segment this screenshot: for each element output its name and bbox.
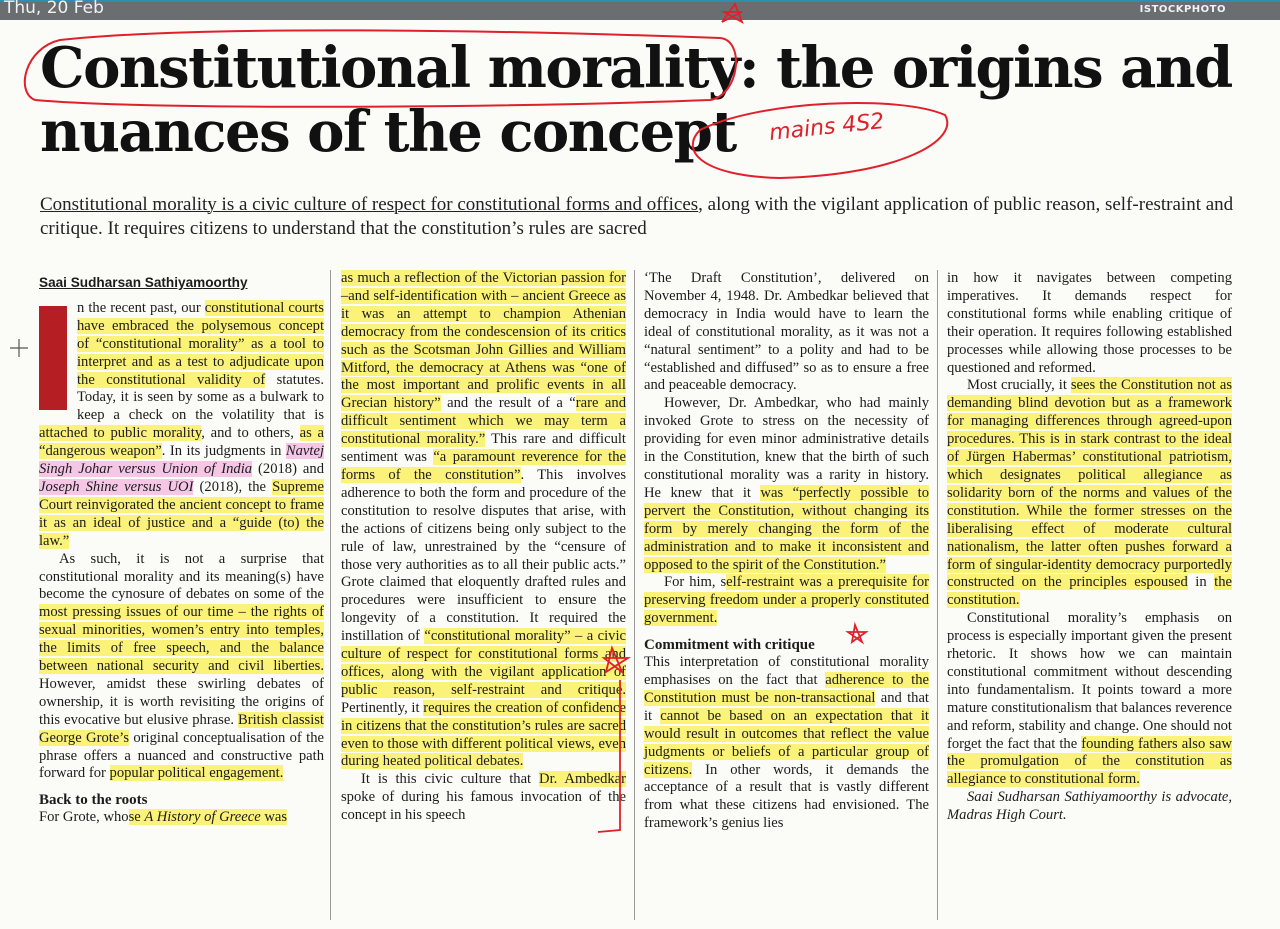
headline: Constitutional morality: the origins and nuances of the concept <box>40 35 1232 165</box>
highlighted-text: “constitutional morality” – a civic culture of respect for constitutional forms and offices, along with the vigilant application of public reason, self-restraint and critique. <box>341 628 627 698</box>
paragraph <box>39 809 324 827</box>
standfirst-underlined: Constitutional morality is a civic culture of respect for constitutional forms and offices <box>40 194 699 215</box>
paragraph <box>341 270 626 771</box>
highlighted-text: the constitution. <box>947 574 1232 609</box>
paragraph <box>39 551 324 784</box>
col4-body <box>947 270 1232 789</box>
body-text: n the recent past, our <box>77 299 205 316</box>
column-1 <box>39 270 324 827</box>
plus-mark-icon <box>10 339 28 357</box>
photo-credit: ISTOCKPHOTO <box>1139 4 1226 15</box>
paragraph <box>947 610 1232 789</box>
paragraph <box>947 270 1232 377</box>
body-text: It is this civic culture that <box>361 771 540 788</box>
body-text: and the result of a “ <box>440 395 576 412</box>
paragraph <box>644 270 929 395</box>
highlighted-text: sees the Constitution not as demanding blind devotion but as a framework for managing differences through agreed-upon procedures. This is in stark contrast to the ideal of Jürgen Habermas’ constitutional patriotism, which designates political allegiance as solidarity born of the norms and values of the constitution. While the former stresses on the liberalising effect of moderate cultural nationalism, the latter often pushes forward a form of singular-identity democracy purportedly constructed on the principles espoused <box>947 377 1232 591</box>
drop-cap-i <box>39 306 67 410</box>
highlighted-text: most pressing issues of our time – the rights of sexual minorities, women’s entry into temples, the limits of free speech, and the balance between national security and civil liberties. <box>39 604 324 675</box>
column-2 <box>341 270 626 825</box>
column-rule <box>330 270 331 920</box>
body-text: Constitutional morality’s emphasis on process is especially important given the present rhetoric. It shows how we can maintain constitutional commitment without descending into fundamentalism. It points toward a more mature constitutionalism that balances reverence and reform, stability and change. One should not forget the fact that the <box>947 610 1232 752</box>
col3-body <box>644 270 929 628</box>
date-label: Thu, 20 Feb <box>4 0 104 18</box>
body-text: (2018) and <box>252 461 324 478</box>
body-text: statutes. Today, it is seen by some as a bulwark to keep a check on the volatility that is <box>77 371 324 424</box>
body-text: However, Dr. Ambedkar, who had mainly invoked Grote to stress on the necessity of providing for even minor administrative details in the Constitution, knew that the birth of such constitutional morality was a rarity in history. He knew that it <box>644 395 929 501</box>
pink-highlighted-text: Navtej Singh Johar versus Union of India <box>39 443 325 478</box>
section-heading-commitment: Commitment with critique <box>644 637 815 654</box>
body-text: This rare and difficult sentiment was <box>341 431 626 466</box>
body-text: As such, it is not a surprise that constitutional morality and its meaning(s) have become the cynosure of debates on some of the <box>39 550 324 603</box>
paragraph <box>39 300 324 551</box>
col3-body-b <box>644 654 929 833</box>
col1-body <box>39 300 324 783</box>
author-note: Saai Sudharsan Sathiyamoorthy is advocate, Madras High Court. <box>947 789 1232 824</box>
highlighted-text: cannot be based on an expectation that it would result in outcomes that reflect the value judgments or beliefs of a particular group of citizens. <box>644 707 929 778</box>
body-text: (2018), the <box>193 478 273 495</box>
paragraph <box>644 654 929 833</box>
highlighted-text: rare and difficult sentiment which we may term a constitutional morality.” <box>341 395 626 448</box>
highlighted-text: was <box>260 809 288 826</box>
col2-body <box>341 270 626 825</box>
body-text: For him, s <box>664 574 727 591</box>
body-text: Pertinently, it <box>341 699 424 716</box>
body-text: original conceptualisation of the phrase offers a nuanced and constructive path forward for <box>39 729 324 782</box>
highlighted-text: constitutional courts have embraced the polysemous concept of “constitutional morality” as a tool to interpret and as a test to adjudicate upon the constitutional validity of <box>77 299 324 388</box>
column-3 <box>644 270 929 833</box>
body-text: In other words, it demands the acceptance of a result that is vastly different from what these citizens had envisioned. The framework’s genius lies <box>644 761 929 832</box>
standfirst-rest: , along with the vigilant application of public reason, self-restraint and critique. It requires citizens to understand that the constitution’s rules are sacred <box>40 194 1234 239</box>
paragraph <box>341 771 626 825</box>
highlighted-text: requires the creation of confidence in citizens that the constitution’s rules are sacred even to those with different political views, even during heated political debates. <box>341 699 626 770</box>
body-text: Most crucially, it <box>967 377 1071 394</box>
highlighted-text: A History of Greece <box>144 809 261 826</box>
highlighted-text: se <box>128 809 145 826</box>
pink-highlighted-text: Joseph Shine versus UOI <box>39 478 194 495</box>
body-text: spoke of during his famous invocation of the concept in his speech <box>341 789 626 824</box>
paragraph <box>644 395 929 574</box>
highlighted-text: elf-restraint was a prerequisite for preserving freedom under a properly constituted government. <box>644 574 929 627</box>
highlighted-text: as a “dangerous weapon” <box>39 425 324 460</box>
highlighted-text: Dr. Ambedkar <box>539 771 627 788</box>
handwritten-note: mains 4S2 <box>768 109 886 146</box>
byline: Saai Sudharsan Sathiyamoorthy <box>39 275 248 290</box>
highlighted-text: “a paramount reverence for the forms of the constitution” <box>341 449 626 483</box>
highlighted-text: as much a reflection of the Victorian passion for –and self-identification with – ancient Greece as it was an attempt to champion Athenian democracy from the condescension of its critics such as the Scotsman John Gillies and William Mitford, the democracy at Athens was “one of the most important and prolific events in all Grecian history” <box>341 270 626 412</box>
section-heading-roots: Back to the roots <box>39 792 148 809</box>
body-text: in <box>1187 574 1215 591</box>
highlighted-text: adherence to the Constitution must be non-transactional <box>644 672 929 706</box>
paragraph <box>947 377 1232 610</box>
body-text: This interpretation of constitutional morality emphasises on the fact that <box>644 654 929 689</box>
body-text: . This involves adherence to both the form and procedure of the constitution to resolve disputes that arise, with the actions of citizens being only subject to the rule of law, unrestrained by the “censure of those very authorities as to all their public acts.” Grote claimed that eloquently drafted rules and procedures were insufficient to ensure the longevity of a constitution. It required the instillation of <box>341 466 626 645</box>
highlighted-text: founding fathers also saw the promulgation of the constitution as allegiance to constitutional form. <box>947 735 1233 788</box>
highlighted-text: British classist George Grote’s <box>39 711 324 746</box>
highlighted-text: popular political engagement. <box>109 765 284 782</box>
top-bar <box>0 0 1280 20</box>
body-text: in how it navigates between competing imperatives. It demands respect for constitutional forms while enabling critique of their operation. It requires following established processes while allowing those processes to be questioned and reformed. <box>947 270 1232 376</box>
standfirst <box>40 193 1240 241</box>
column-4 <box>947 270 1232 825</box>
body-text: However, amidst these swirling debates of ownership, it is worth revisiting the origins of this evocative but elusive phrase. <box>39 675 324 728</box>
paragraph <box>644 574 929 628</box>
body-text: For Grote, who <box>39 809 129 826</box>
body-text: , and to others, <box>201 425 300 442</box>
col1-tail <box>39 809 324 827</box>
highlighted-text: attached to public morality <box>39 425 202 442</box>
body-text: and that it <box>644 689 929 724</box>
body-text: ‘The Draft Constitution’, delivered on November 4, 1948. Dr. Ambedkar believed that democracy in India would have to learn the ideal of constitutional morality, as it was not a “natural sentiment” to a polity and had to be “established and diffused” so as to ensure a free and peaceable democracy. <box>644 270 929 394</box>
column-rule <box>937 270 938 920</box>
highlighted-text: was “perfectly possible to pervert the Constitution, without changing its form by merely changing the form of the administration and to make it inconsistent and opposed to the spirit of the Constitution.” <box>644 484 929 573</box>
column-rule <box>634 270 635 920</box>
body-text: . In its judgments in <box>161 443 286 460</box>
highlighted-text: Supreme Court reinvigorated the ancient concept to frame it as an ideal of justice and a “guide (to) the law.” <box>39 478 324 549</box>
